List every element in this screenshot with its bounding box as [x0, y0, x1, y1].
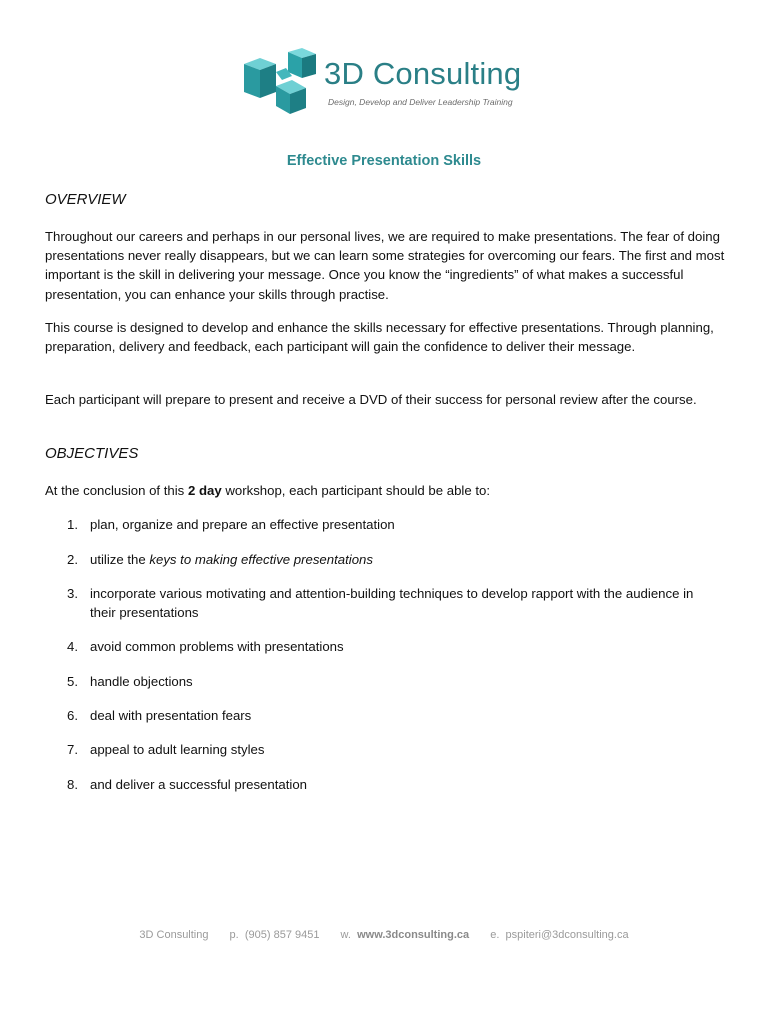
overview-paragraph: Each participant will prepare to present and receive a DVD of their success for personal review after the course. [45, 392, 697, 407]
overview-paragraph: This course is designed to develop and enhance the skills necessary for effective presentations. Through planning, preparation, delivery and feedback, each participant will gain the confidence to deliver their message. [45, 320, 714, 355]
footer-email [490, 929, 628, 941]
list-number: 3. [67, 586, 78, 601]
objectives-heading: OBJECTIVES [45, 445, 139, 462]
cubes-logo-icon [242, 46, 322, 116]
logo-wordmark: 3D Consulting [324, 56, 522, 91]
company-logo [242, 46, 542, 116]
objectives-intro [45, 481, 725, 500]
list-text: plan, organize and prepare an effective presentation [90, 517, 395, 532]
list-text-part: utilize the [90, 552, 150, 567]
document-title: Effective Presentation Skills [286, 153, 482, 169]
overview-paragraph: Throughout our careers and perhaps in our personal lives, we are required to make presentations. The fear of doing presentations never really disappears, but we can learn some strategies for overcoming our fears. The first and most important is the skill in delivering your message. Once you know the “ingredients” of what makes a successful presentation, you can enhance your skills through practise. [45, 229, 725, 302]
list-text: and deliver a successful presentation [90, 777, 307, 792]
logo-tagline: Design, Develop and Deliver Leadership Training [328, 97, 513, 107]
list-number: 1. [67, 517, 78, 532]
list-text-emphasis: keys to making effective presentations [149, 552, 373, 567]
duration-emphasis: 2 day [187, 483, 222, 498]
footer-phone [230, 929, 320, 941]
list-number: 2. [67, 552, 78, 567]
list-number: 5. [67, 674, 78, 689]
phone-number: (905) 857 9451 [244, 929, 320, 941]
intro-text: workshop, each participant should be able to: [221, 483, 491, 498]
list-number: 8. [67, 777, 78, 792]
list-text: avoid common problems with presentations [90, 639, 344, 654]
list-text: deal with presentation fears [90, 708, 252, 723]
overview-heading: OVERVIEW [45, 191, 126, 208]
list-text: incorporate various motivating and attention-building techniques to develop rapport with the audience in their presentations [90, 586, 694, 621]
phone-label: p. [229, 929, 239, 941]
footer-web [341, 929, 470, 941]
list-text: handle objections [90, 674, 193, 689]
intro-text: At the conclusion of this [45, 483, 188, 498]
list-text: appeal to adult learning styles [90, 742, 265, 757]
email-label: e. [490, 929, 500, 941]
page-footer [0, 929, 768, 941]
website-link[interactable]: www.3dconsulting.ca [357, 929, 470, 941]
list-number: 6. [67, 708, 78, 723]
list-number: 4. [67, 639, 78, 654]
email-link[interactable]: pspiteri@3dconsulting.ca [505, 929, 629, 941]
footer-company: 3D Consulting [139, 929, 209, 941]
web-label: w. [340, 929, 351, 941]
list-text [90, 550, 720, 569]
list-number: 7. [67, 742, 78, 757]
